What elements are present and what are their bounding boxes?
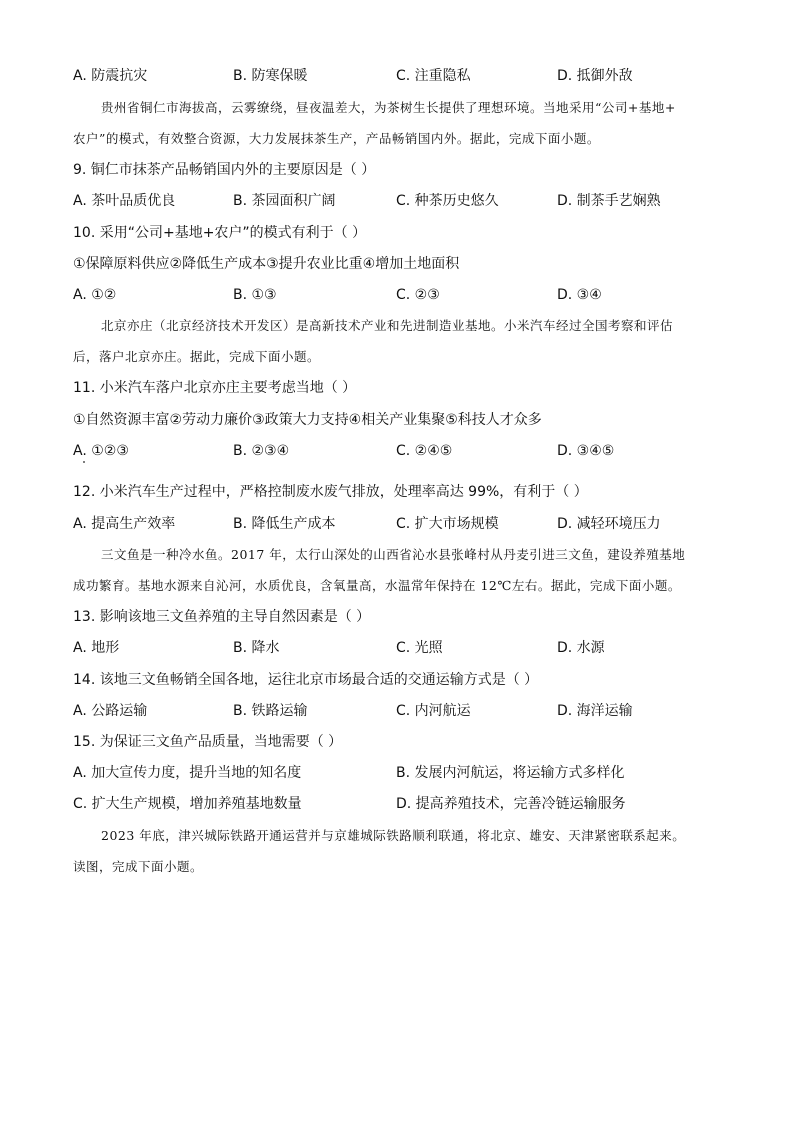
q15-stem: 15. 为保证三文鱼产品质量，当地需要（ ） — [73, 734, 343, 750]
q15-option-a: A. 加大宣传力度，提升当地的知名度 — [73, 765, 302, 781]
context-4-line-1: 2023 年底，津兴城际铁路开通运营并与京雄城际铁路顺利联通，将北京、雄安、天津紧密联系起来。 — [101, 828, 686, 843]
q13-option-b: B. 降水 — [233, 640, 280, 656]
q12-option-c: C. 扩大市场规模 — [396, 516, 499, 532]
q15-option-b: B. 发展内河航运，将运输方式多样化 — [396, 765, 625, 781]
q14-option-b: B. 铁路运输 — [233, 703, 308, 719]
q11-stem: 11. 小米汽车落户北京亦庄主要考虑当地（ ） — [73, 380, 357, 396]
q8-option-c: C. 注重隐私 — [396, 68, 471, 84]
q13-option-a: A. 地形 — [73, 640, 120, 656]
q9-option-a: A. 茶叶品质优良 — [73, 193, 176, 209]
q14-option-a: A. 公路运输 — [73, 703, 148, 719]
q14-stem: 14. 该地三文鱼畅销全国各地，运往北京市场最合适的交通运输方式是（ ） — [73, 672, 539, 688]
q15-option-d: D. 提高养殖技术，完善冷链运输服务 — [396, 796, 626, 812]
context-3-line-2: 成功繁育。基地水源来自沁河，水质优良，含氧量高，水温常年保持在 12℃左右。据此，完成下面小题。 — [73, 578, 681, 593]
q13-option-c: C. 光照 — [396, 640, 443, 656]
q9-stem: 9. 铜仁市抹茶产品畅销国内外的主要原因是（ ） — [73, 162, 376, 178]
q11-option-b: B. ②③④ — [233, 443, 290, 459]
q9-option-c: C. 种茶历史悠久 — [396, 193, 499, 209]
q14-option-d: D. 海洋运输 — [557, 703, 633, 719]
q14-option-c: C. 内河航运 — [396, 703, 471, 719]
q12-option-d: D. 减轻环境压力 — [557, 516, 661, 532]
context-1-line-1: 贵州省铜仁市海拔高，云雾缭绕，昼夜温差大，为茶树生长提供了理想环境。当地采用“公司+基地+ — [101, 100, 676, 115]
context-4-line-2: 读图，完成下面小题。 — [73, 859, 204, 874]
q8-option-a: A. 防震抗灾 — [73, 68, 148, 84]
q12-option-b: B. 降低生产成本 — [233, 516, 336, 532]
q10-items: ①保障原料供应②降低生产成本③提升农业比重④增加土地面积 — [73, 256, 460, 272]
q8-option-b: B. 防寒保暖 — [233, 68, 308, 84]
q10-option-d: D. ③④ — [557, 287, 602, 303]
q11-items: ①自然资源丰富②劳动力廉价③政策大力支持④相关产业集聚⑤科技人才众多 — [73, 412, 542, 428]
q11-option-a: A. ①②③ — [73, 443, 129, 459]
q13-option-d: D. 水源 — [557, 640, 605, 656]
context-2-line-2: 后，落户北京亦庄。据此，完成下面小题。 — [73, 349, 321, 364]
q10-option-c: C. ②③ — [396, 287, 440, 303]
q10-stem: 10. 采用“公司+基地+农户”的模式有利于（ ） — [73, 225, 367, 241]
q10-option-a: A. ①② — [73, 287, 117, 303]
q9-option-b: B. 茶园面积广阔 — [233, 193, 336, 209]
q11-option-c: C. ②④⑤ — [396, 443, 453, 459]
q9-option-d: D. 制茶手艺娴熟 — [557, 193, 661, 209]
q13-stem: 13. 影响该地三文鱼养殖的主导自然因素是（ ） — [73, 609, 371, 625]
context-1-line-2: 农户”的模式，有效整合资源，大力发展抹茶生产，产品畅销国内外。据此，完成下面小题。 — [73, 131, 600, 146]
q8-option-d: D. 抵御外敌 — [557, 68, 633, 84]
context-2-line-1: 北京亦庄（北京经济技术开发区）是高新技术产业和先进制造业基地。小米汽车经过全国考察和评估 — [101, 318, 674, 333]
q15-option-c: C. 扩大生产规模，增加养殖基地数量 — [73, 796, 302, 812]
q11-option-d: D. ③④⑤ — [557, 443, 615, 459]
context-3-line-1: 三文鱼是一种冷水鱼。2017 年，太行山深处的山西省沁水县张峰村从丹麦引进三文鱼，建设养殖基地 — [101, 547, 686, 562]
stray-mark — [83, 461, 85, 463]
q12-option-a: A. 提高生产效率 — [73, 516, 176, 532]
q12-stem: 12. 小米汽车生产过程中，严格控制废水废气排放，处理率高达 99%，有利于（ ） — [73, 484, 588, 500]
q10-option-b: B. ①③ — [233, 287, 277, 303]
